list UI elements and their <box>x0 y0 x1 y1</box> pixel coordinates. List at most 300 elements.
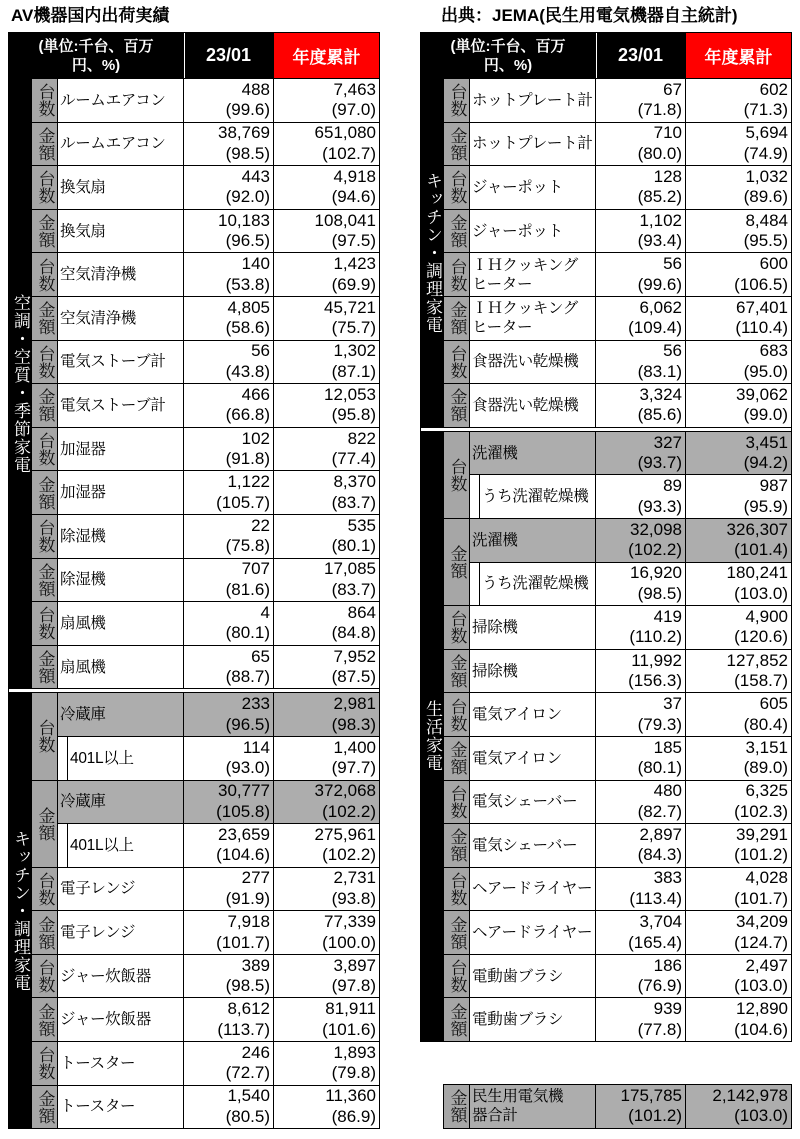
item-name: ルームエアコン <box>60 91 166 109</box>
item-name: ヘアードライヤー <box>472 924 593 942</box>
measure-type-label: 金額 <box>447 915 467 950</box>
measure-type-cell <box>32 428 57 471</box>
item-name: ジャーポット <box>472 222 563 240</box>
ytd-value-cell <box>274 341 379 384</box>
ytd-yoy-ratio: (120.6) <box>734 627 788 647</box>
month-value: 89 <box>663 476 682 496</box>
item-name-cell <box>470 123 595 166</box>
month-value-cell <box>184 297 273 340</box>
item-name: 扇風機 <box>60 658 106 676</box>
month-yoy-ratio: (110.2) <box>629 627 682 647</box>
ytd-value: 81,911 <box>325 999 376 1019</box>
item-name: 冷蔵庫 <box>60 706 106 724</box>
month-value-cell <box>596 519 685 562</box>
ytd-value-cell <box>274 297 379 340</box>
month-value: 56 <box>663 341 682 361</box>
item-name: 食器洗い乾燥機 <box>472 353 579 371</box>
month-yoy-ratio: (85.6) <box>637 405 682 425</box>
measure-type-label: 金額 <box>35 388 55 423</box>
measure-type-cell <box>444 123 469 166</box>
month-value-cell <box>184 646 273 689</box>
ytd-value: 12,053 <box>324 384 376 404</box>
ytd-value-cell <box>274 515 379 558</box>
ytd-value: 34,209 <box>736 912 788 932</box>
item-name-cell <box>470 210 595 253</box>
ytd-column-header: 年度累計 <box>686 33 791 78</box>
ytd-yoy-ratio: (158.7) <box>734 671 788 691</box>
month-value-cell <box>596 210 685 253</box>
measure-type-label: 台数 <box>35 344 55 379</box>
month-yoy-ratio: (85.2) <box>637 187 682 207</box>
item-name-cell <box>58 646 183 689</box>
month-yoy-ratio: (75.8) <box>225 536 270 556</box>
ytd-value: 45,721 <box>324 297 376 317</box>
measure-type-cell <box>444 781 469 824</box>
measure-type-label: 金額 <box>447 388 467 423</box>
ytd-yoy-ratio: (100.0) <box>322 932 376 952</box>
ytd-yoy-ratio: (106.5) <box>734 274 788 294</box>
ytd-value: 605 <box>759 694 788 714</box>
item-name: 電気シェーバー <box>472 793 578 811</box>
measure-type-label: 台数 <box>447 457 467 492</box>
item-name-cell <box>470 563 595 606</box>
month-value: 56 <box>251 341 270 361</box>
measure-type-cell <box>444 650 469 693</box>
item-name: 除湿機 <box>60 571 106 589</box>
measure-type-cell <box>32 166 57 209</box>
month-value: 389 <box>241 955 270 975</box>
measure-type-label: 金額 <box>35 806 55 841</box>
ytd-value-cell <box>686 253 791 296</box>
item-name: 電気アイロン <box>472 706 562 724</box>
item-name-cell <box>470 166 595 209</box>
item-name-cell <box>58 79 183 122</box>
month-yoy-ratio: (83.1) <box>637 361 682 381</box>
ytd-yoy-ratio: (75.7) <box>331 318 376 338</box>
measure-type-cell <box>444 432 469 518</box>
ytd-yoy-ratio: (97.8) <box>331 976 376 996</box>
month-value-cell <box>596 341 685 384</box>
month-value: 6,062 <box>639 297 682 317</box>
ytd-value-cell <box>274 781 379 824</box>
category-group-cell <box>421 432 443 1041</box>
month-yoy-ratio: (99.6) <box>637 274 682 294</box>
measure-type-cell <box>32 471 57 514</box>
ytd-yoy-ratio: (98.3) <box>331 714 376 734</box>
measure-type-cell <box>444 297 469 340</box>
ytd-value-cell <box>686 123 791 166</box>
month-value: 10,183 <box>218 210 270 230</box>
measure-type-cell <box>444 693 469 736</box>
ytd-value-cell <box>686 210 791 253</box>
category-group-cell <box>9 79 31 688</box>
item-name: 電動歯ブラシ <box>472 967 564 985</box>
month-value: 16,920 <box>630 563 682 583</box>
ytd-value: 7,463 <box>333 79 376 99</box>
item-name: 換気扇 <box>60 222 106 240</box>
item-name-cell <box>58 253 183 296</box>
measure-type-cell <box>444 210 469 253</box>
item-name-cell <box>58 428 183 471</box>
item-name-cell <box>58 693 183 736</box>
ytd-value-cell <box>686 475 791 518</box>
item-name-cell <box>58 737 183 780</box>
measure-type-cell <box>32 955 57 998</box>
ytd-yoy-ratio: (95.0) <box>743 361 788 381</box>
measure-type-label: 金額 <box>35 126 55 161</box>
measure-type-cell <box>444 79 469 122</box>
ytd-value-cell <box>274 998 379 1041</box>
ytd-value: 180,241 <box>726 563 788 583</box>
ytd-yoy-ratio: (89.0) <box>743 758 788 778</box>
ytd-yoy-ratio: (80.1) <box>331 536 376 556</box>
group-separator <box>9 689 379 692</box>
ytd-value-cell <box>686 650 791 693</box>
item-name-cell <box>470 1085 595 1128</box>
ytd-yoy-ratio: (101.2) <box>734 845 788 865</box>
month-value: 140 <box>241 254 270 274</box>
item-name: 空気清浄機 <box>60 266 137 284</box>
item-name-cell <box>58 955 183 998</box>
month-value-cell <box>596 432 685 475</box>
month-value-cell <box>184 955 273 998</box>
month-value: 488 <box>241 79 270 99</box>
month-value-cell <box>184 737 273 780</box>
measure-type-label: 台数 <box>447 83 467 118</box>
item-name: ホットプレート計 <box>472 135 593 153</box>
month-value-cell <box>596 781 685 824</box>
month-value-cell <box>596 123 685 166</box>
month-value: 707 <box>241 559 270 579</box>
ytd-value: 4,918 <box>333 166 376 186</box>
item-name: 加湿器 <box>60 484 106 502</box>
month-value-cell <box>596 693 685 736</box>
item-name: 掃除機 <box>472 662 518 680</box>
month-value: 480 <box>653 781 682 801</box>
ytd-yoy-ratio: (103.0) <box>734 976 788 996</box>
month-value: 8,612 <box>227 999 270 1019</box>
item-name: 電子レンジ <box>60 924 136 942</box>
month-value: 4,805 <box>227 297 270 317</box>
ytd-value: 12,890 <box>736 999 788 1019</box>
month-yoy-ratio: (93.3) <box>637 496 682 516</box>
ytd-yoy-ratio: (94.6) <box>331 187 376 207</box>
ytd-value-cell <box>274 1042 379 1085</box>
item-name-cell <box>58 341 183 384</box>
measure-type-label: 台数 <box>35 432 55 467</box>
item-name: トースター <box>60 1098 136 1116</box>
item-name-cell <box>470 911 595 954</box>
month-value-cell <box>596 737 685 780</box>
month-value-cell <box>184 998 273 1041</box>
item-name: 掃除機 <box>472 618 518 636</box>
item-name: 洗濯機 <box>472 531 518 549</box>
month-value: 30,777 <box>218 781 270 801</box>
right-shipment-table <box>420 32 792 1042</box>
ytd-column-header: 年度累計 <box>274 33 379 78</box>
month-value-cell <box>596 868 685 911</box>
month-yoy-ratio: (96.5) <box>225 714 270 734</box>
ytd-value-cell <box>274 824 379 867</box>
ytd-value: 987 <box>759 476 788 496</box>
ytd-value: 39,062 <box>736 384 788 404</box>
ytd-yoy-ratio: (97.0) <box>331 100 376 120</box>
ytd-value-cell <box>274 646 379 689</box>
ytd-value-cell <box>686 519 791 562</box>
measure-type-label: 台数 <box>447 344 467 379</box>
ytd-value-cell <box>686 341 791 384</box>
month-value-cell <box>184 210 273 253</box>
measure-type-cell <box>32 253 57 296</box>
item-name-cell <box>470 824 595 867</box>
ytd-yoy-ratio: (101.4) <box>734 540 788 560</box>
month-value-cell <box>596 384 685 427</box>
month-value: 128 <box>653 166 682 186</box>
measure-type-label: 金額 <box>447 545 467 580</box>
item-name: 電動歯ブラシ <box>472 1011 564 1029</box>
ytd-value: 602 <box>759 79 788 99</box>
sub-item-name: 401L以上 <box>67 737 183 780</box>
item-name-cell <box>58 515 183 558</box>
month-yoy-ratio: (101.7) <box>216 932 270 952</box>
measure-type-cell <box>32 998 57 1041</box>
item-name: 扇風機 <box>60 614 106 632</box>
ytd-value-cell <box>686 868 791 911</box>
item-name: 除湿機 <box>60 527 106 545</box>
month-yoy-ratio: (98.5) <box>225 976 270 996</box>
ytd-value-cell <box>274 559 379 602</box>
measure-type-cell <box>32 123 57 166</box>
item-name-cell <box>470 384 595 427</box>
measure-type-cell <box>444 955 469 998</box>
month-value-cell <box>184 1042 273 1085</box>
month-value: 56 <box>663 254 682 274</box>
month-yoy-ratio: (84.3) <box>637 845 682 865</box>
ytd-yoy-ratio: (77.4) <box>331 449 376 469</box>
item-name: 民生用電気機 器合計 <box>472 1088 564 1125</box>
measure-type-label: 金額 <box>35 650 55 685</box>
category-group-cell <box>9 693 31 1128</box>
ytd-yoy-ratio: (71.3) <box>743 100 788 120</box>
month-value-cell <box>596 650 685 693</box>
month-value-cell <box>184 471 273 514</box>
ytd-value-cell <box>686 79 791 122</box>
month-yoy-ratio: (113.4) <box>629 888 682 908</box>
ytd-value: 39,291 <box>736 824 788 844</box>
item-name: ＩＨクッキング ヒーター <box>472 256 578 293</box>
month-value-cell <box>184 559 273 602</box>
measure-type-cell <box>32 79 57 122</box>
month-value-cell <box>596 955 685 998</box>
ytd-value-cell <box>686 693 791 736</box>
measure-type-label: 金額 <box>35 562 55 597</box>
month-yoy-ratio: (76.9) <box>637 976 682 996</box>
measure-type-cell <box>32 781 57 867</box>
measure-type-label: 台数 <box>447 871 467 906</box>
month-yoy-ratio: (53.8) <box>225 274 270 294</box>
month-value: 186 <box>653 955 682 975</box>
item-name: 電気アイロン <box>472 749 562 767</box>
month-value-cell <box>184 781 273 824</box>
month-value: 246 <box>241 1042 270 1062</box>
item-name-cell <box>58 123 183 166</box>
item-name: 換気扇 <box>60 178 106 196</box>
unit-header: (単位:千台、百万 円、%) <box>421 33 595 78</box>
measure-type-cell <box>444 384 469 427</box>
ytd-value: 17,085 <box>324 559 376 579</box>
month-value-cell <box>184 428 273 471</box>
ytd-value: 11,360 <box>325 1086 376 1106</box>
month-value-cell <box>596 563 685 606</box>
ytd-value-cell <box>686 737 791 780</box>
month-yoy-ratio: (105.7) <box>216 492 270 512</box>
measure-type-label: 台数 <box>35 83 55 118</box>
month-yoy-ratio: (88.7) <box>225 667 270 687</box>
item-name-cell <box>58 911 183 954</box>
month-value-cell <box>596 166 685 209</box>
category-group-cell <box>421 79 443 427</box>
month-value: 4 <box>260 602 270 622</box>
measure-type-label: 台数 <box>447 697 467 732</box>
item-name-cell <box>470 432 595 475</box>
item-name: 電気ストーブ計 <box>60 396 166 414</box>
ytd-value: 1,302 <box>333 341 376 361</box>
month-yoy-ratio: (80.1) <box>225 623 270 643</box>
ytd-value: 535 <box>347 515 376 535</box>
ytd-value: 5,694 <box>745 123 788 143</box>
measure-type-label: 金額 <box>35 475 55 510</box>
ytd-yoy-ratio: (103.0) <box>734 583 788 603</box>
measure-type-cell <box>444 998 469 1041</box>
ytd-value-cell <box>686 166 791 209</box>
group-separator <box>421 428 791 431</box>
measure-type-label: 台数 <box>35 606 55 641</box>
measure-type-label: 金額 <box>447 1002 467 1037</box>
measure-type-label: 台数 <box>35 170 55 205</box>
item-name: ホットプレート計 <box>472 91 593 109</box>
measure-type-label: 台数 <box>35 257 55 292</box>
measure-type-label: 金額 <box>447 828 467 863</box>
ytd-value: 600 <box>759 254 788 274</box>
ytd-value: 1,893 <box>333 1042 376 1062</box>
ytd-yoy-ratio: (83.7) <box>331 492 376 512</box>
month-value: 114 <box>242 737 270 757</box>
ytd-value: 127,852 <box>726 650 788 670</box>
ytd-yoy-ratio: (99.0) <box>743 405 788 425</box>
ytd-yoy-ratio: (124.7) <box>734 932 788 952</box>
month-value-cell <box>184 868 273 911</box>
month-yoy-ratio: (93.0) <box>225 758 270 778</box>
month-value: 327 <box>653 432 682 452</box>
item-name: 電子レンジ <box>60 880 136 898</box>
ytd-yoy-ratio: (93.8) <box>331 888 376 908</box>
ytd-yoy-ratio: (104.6) <box>734 1019 788 1039</box>
month-value-cell <box>184 123 273 166</box>
item-name-cell <box>58 384 183 427</box>
month-value-cell <box>184 693 273 736</box>
ytd-yoy-ratio: (101.6) <box>322 1019 376 1039</box>
month-value-cell <box>596 1085 685 1128</box>
unit-header: (単位:千台、百万 円、%) <box>9 33 183 78</box>
item-name: ジャー炊飯器 <box>60 1011 151 1029</box>
ytd-value: 864 <box>347 602 376 622</box>
month-yoy-ratio: (91.8) <box>225 449 270 469</box>
measure-type-label: 金額 <box>35 1002 55 1037</box>
month-value-cell <box>596 824 685 867</box>
ytd-value-cell <box>274 1086 379 1129</box>
measure-type-label: 金額 <box>447 654 467 689</box>
item-name: 食器洗い乾燥機 <box>472 396 579 414</box>
ytd-yoy-ratio: (80.4) <box>743 714 788 734</box>
month-value: 38,769 <box>218 123 270 143</box>
month-value-cell <box>184 79 273 122</box>
measure-type-label: 台数 <box>35 959 55 994</box>
month-yoy-ratio: (71.8) <box>637 100 682 120</box>
item-name-cell <box>58 1086 183 1129</box>
ytd-value: 326,307 <box>726 519 788 539</box>
item-name-cell <box>58 166 183 209</box>
item-name-cell <box>470 341 595 384</box>
measure-type-label: 金額 <box>35 1089 55 1124</box>
item-name-cell <box>58 602 183 645</box>
ytd-value-cell <box>686 432 791 475</box>
ytd-yoy-ratio: (103.0) <box>734 1106 788 1126</box>
ytd-value-cell <box>274 955 379 998</box>
month-value: 2,897 <box>639 824 682 844</box>
ytd-yoy-ratio: (89.6) <box>743 187 788 207</box>
ytd-yoy-ratio: (97.7) <box>331 758 376 778</box>
item-name-cell <box>470 781 595 824</box>
measure-type-label: 金額 <box>35 301 55 336</box>
measure-type-cell <box>32 341 57 384</box>
ytd-value: 1,032 <box>745 166 788 186</box>
month-yoy-ratio: (93.4) <box>637 231 682 251</box>
page-title: AV機器国内出荷実績 <box>11 6 170 25</box>
item-name: 空気清浄機 <box>60 309 137 327</box>
item-name-cell <box>58 781 183 824</box>
item-name-cell <box>470 519 595 562</box>
sub-item-name: うち洗濯乾燥機 <box>479 563 595 606</box>
measure-type-cell <box>444 519 469 605</box>
item-name-cell <box>58 868 183 911</box>
ytd-value-cell <box>686 384 791 427</box>
ytd-yoy-ratio: (102.2) <box>322 845 376 865</box>
sub-item-name: 401L以上 <box>67 824 183 867</box>
month-yoy-ratio: (156.3) <box>628 671 682 691</box>
item-name-cell <box>58 998 183 1041</box>
ytd-value-cell <box>686 297 791 340</box>
ytd-value-cell <box>274 428 379 471</box>
month-value-cell <box>184 384 273 427</box>
month-value: 32,098 <box>630 519 682 539</box>
ytd-value-cell <box>274 166 379 209</box>
item-name-cell <box>58 824 183 867</box>
month-yoy-ratio: (81.6) <box>225 579 270 599</box>
measure-type-label: 台数 <box>447 170 467 205</box>
month-yoy-ratio: (165.4) <box>628 932 682 952</box>
measure-type-label: 台数 <box>447 257 467 292</box>
measure-type-cell <box>444 166 469 209</box>
item-name-cell <box>470 475 595 518</box>
month-value-cell <box>596 297 685 340</box>
month-value-cell <box>184 253 273 296</box>
month-value: 175,785 <box>620 1085 682 1105</box>
ytd-yoy-ratio: (87.1) <box>331 361 376 381</box>
ytd-yoy-ratio: (87.5) <box>331 667 376 687</box>
ytd-value-cell <box>686 998 791 1041</box>
ytd-yoy-ratio: (97.5) <box>331 231 376 251</box>
ytd-yoy-ratio: (101.7) <box>734 888 788 908</box>
